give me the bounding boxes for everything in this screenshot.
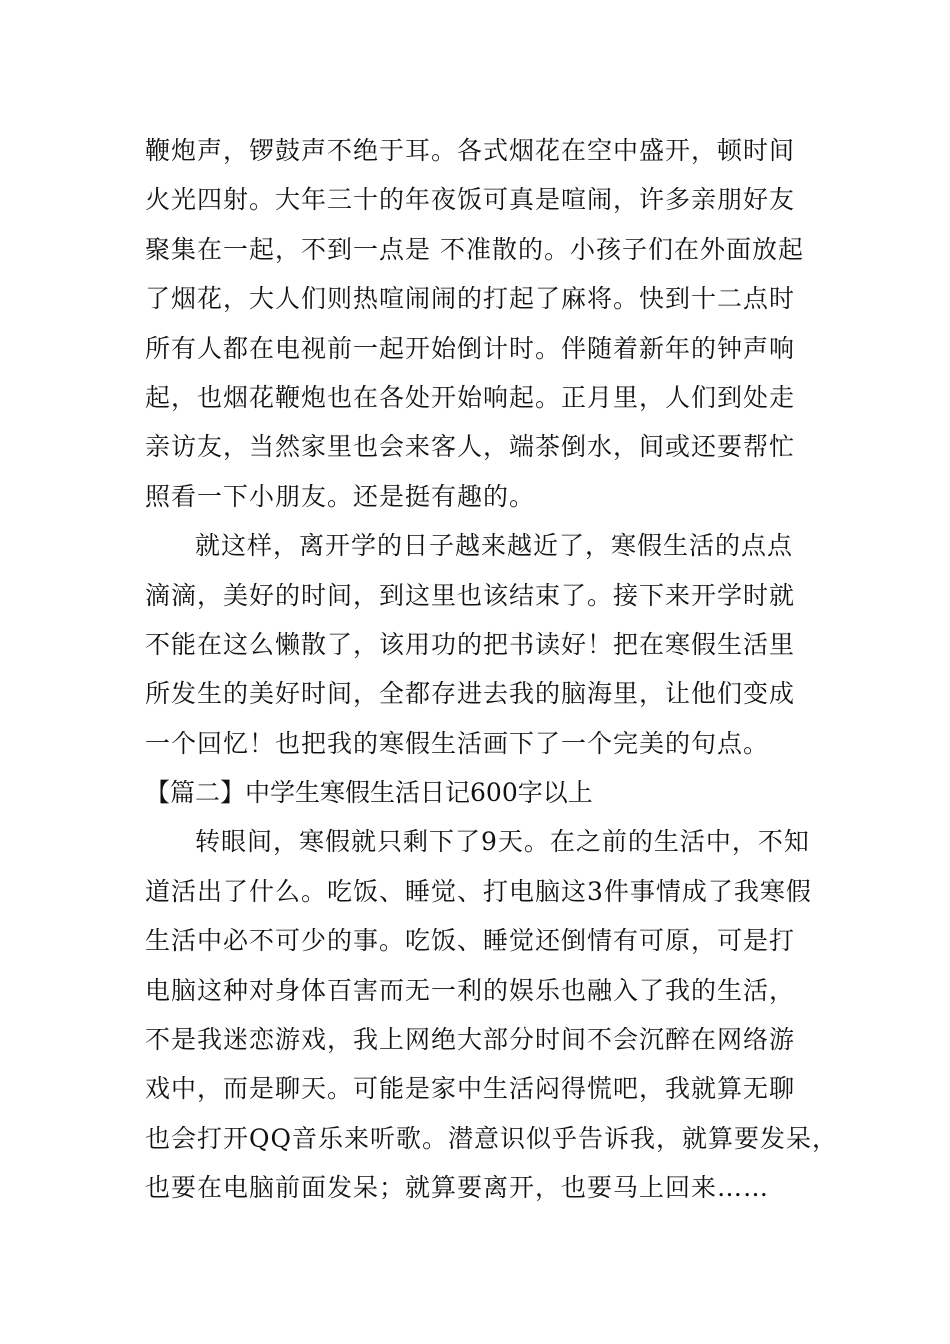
text-line: 也会打开QQ音乐来听歌。潜意识似乎告诉我，就算要发呆， [145, 1123, 838, 1153]
paragraph-3 [145, 817, 838, 1212]
text-line: 也要在电脑前面发呆；就算要离开，也要马上回来…… [145, 1173, 770, 1203]
document-body [145, 126, 838, 1213]
text-line: 了烟花，大人们则热喧闹闹的打起了麻将。快到十二点时 [145, 284, 796, 314]
text-line: 照看一下小朋友。还是挺有趣的。 [145, 481, 536, 511]
text-line: 就这样，离开学的日子越来越近了，寒假生活的点点 [195, 531, 794, 561]
paragraph-1 [145, 126, 825, 521]
text-line: 所有人都在电视前一起开始倒计时。伴随着新年的钟声响 [145, 333, 796, 363]
text-line: 聚集在一起，不到一点是 不准散的。小孩子们在外面放起 [145, 234, 804, 264]
text-line: 戏中，而是聊天。可能是家中生活闷得慌吧，我就算无聊 [145, 1074, 796, 1104]
text-line: 转眼间，寒假就只剩下了9天。在之前的生活中，不知 [195, 827, 810, 857]
text-line: 鞭炮声，锣鼓声不绝于耳。各式烟花在空中盛开，顿时间 [145, 136, 796, 165]
text-line: 亲访友，当然家里也会来客人，端茶倒水，间或还要帮忙 [145, 432, 796, 462]
text-line: 道活出了什么。吃饭、睡觉、打电脑这3件事情成了我寒假 [145, 876, 812, 906]
text-line: 生活中必不可少的事。吃饭、睡觉还倒情有可原，可是打 [145, 926, 796, 956]
text-line: 所发生的美好时间，全都存进去我的脑海里，让他们变成 [145, 679, 796, 709]
text-line: 起，也烟花鞭炮也在各处开始响起。正月里，人们到处走 [145, 382, 796, 412]
text-line: 一个回忆！也把我的寒假生活画下了一个完美的句点。 [145, 728, 770, 758]
text-line: 不能在这么懒散了，该用功的把书读好！把在寒假生活里 [145, 629, 796, 659]
text-line: 滴滴，美好的时间，到这里也该结束了。接下来开学时就 [145, 580, 796, 610]
text-line: 火光四射。大年三十的年夜饭可真是喧闹，许多亲朋好友 [145, 185, 796, 215]
paragraph-2 [145, 521, 825, 768]
text-line: 不是我迷恋游戏，我上网绝大部分时间不会沉醉在网络游 [145, 1025, 796, 1055]
section-heading: 【篇二】中学生寒假生活日记600字以上 [145, 778, 593, 808]
text-line: 电脑这种对身体百害而无一利的娱乐也融入了我的生活， [145, 975, 796, 1005]
